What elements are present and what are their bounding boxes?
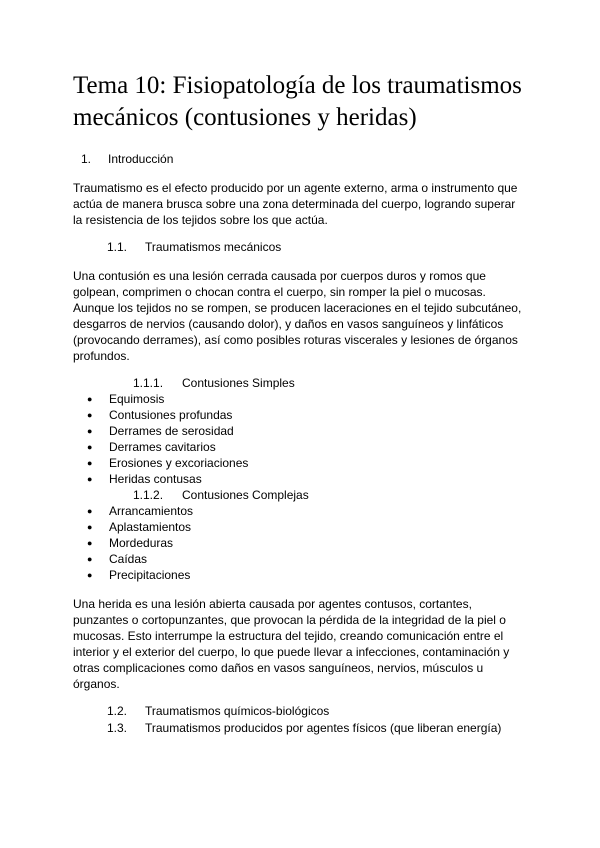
list-item: ● Contusiones profundas <box>87 408 233 422</box>
bullet-icon: ● <box>87 442 93 452</box>
bullet-icon: ● <box>87 474 93 484</box>
section-number: 1.1.2. <box>133 488 164 502</box>
list-contusiones-complejas <box>87 503 193 583</box>
page-title: Tema 10: Fisiopatología de los traumatismos mecánicos (contusiones y heridas) <box>73 72 522 131</box>
list-item: ● Derrames de serosidad <box>87 424 234 438</box>
paragraph-traumatismo: Traumatismo es el efecto producido por un agente externo, arma o instrumento que actúa de manera brusca sobre una zona determinada del cuerpo, logrando superar la resistencia de los tejidos sobre los que actúa. <box>73 181 518 227</box>
section-label: Traumatismos mecánicos <box>145 240 282 254</box>
list-item: ● Caídas <box>87 552 148 566</box>
paragraph-herida: Una herida es una lesión abierta causada por agentes contusos, cortantes, punzantes o cortopunzantes, que provocan la pérdida de la integridad de la piel o mucosas. Esto interrumpe la estructura del tejido, creando comunicación entre el interior y el exterior del cuerpo, lo que puede llevar a infecciones, contaminación y otras complicaciones como daños en vasos sanguíneos, nervios, músculos u órganos. <box>73 597 510 691</box>
section-number: 1.2. <box>107 704 128 718</box>
list-item: ● Aplastamientos <box>87 520 192 534</box>
list-item: ● Heridas contusas <box>87 472 202 486</box>
section-label: Traumatismos producidos por agentes físicos (que liberan energía) <box>145 721 502 735</box>
list-item: ● Precipitaciones <box>87 568 191 582</box>
bullet-icon: ● <box>87 538 93 548</box>
bullet-icon: ● <box>87 410 93 420</box>
bullet-icon: ● <box>87 426 93 436</box>
list-item: ● Equimosis <box>87 392 165 406</box>
section-label: Traumatismos químicos-biológicos <box>145 704 330 718</box>
list-item: ● Derrames cavitarios <box>87 440 216 454</box>
list-item: ● Erosiones y excoriaciones <box>87 456 249 470</box>
list-item: ● Arrancamientos <box>87 504 194 518</box>
bullet-icon: ● <box>87 522 93 532</box>
bullet-icon: ● <box>87 394 93 404</box>
list-item: ● Mordeduras <box>87 536 174 550</box>
bullet-icon: ● <box>87 570 93 580</box>
bullet-icon: ● <box>87 554 93 564</box>
bullet-icon: ● <box>87 506 93 516</box>
section-number: 1.1. <box>107 240 128 254</box>
paragraph-contusion: Una contusión es una lesión cerrada causada por cuerpos duros y romos que golpean, comprimen o chocan contra el cuerpo, sin romper la piel o mucosas. Aunque los tejidos no se rompen, se producen laceraciones en el tejido subcutáneo, desgarros de nervios (causando dolor), y daños en vasos sanguíneos y linfáticos (provocando derrames), así como posibles roturas viscerales y lesiones de órganos profundos. <box>73 269 522 363</box>
section-label: Introducción <box>108 152 174 166</box>
section-label: Contusiones Simples <box>182 376 295 390</box>
section-number: 1.3. <box>107 721 128 735</box>
list-contusiones-simples <box>87 391 248 487</box>
section-number: 1.1.1. <box>133 376 164 390</box>
section-number: 1. <box>81 152 92 166</box>
section-label: Contusiones Complejas <box>182 488 309 502</box>
bullet-icon: ● <box>87 458 93 468</box>
